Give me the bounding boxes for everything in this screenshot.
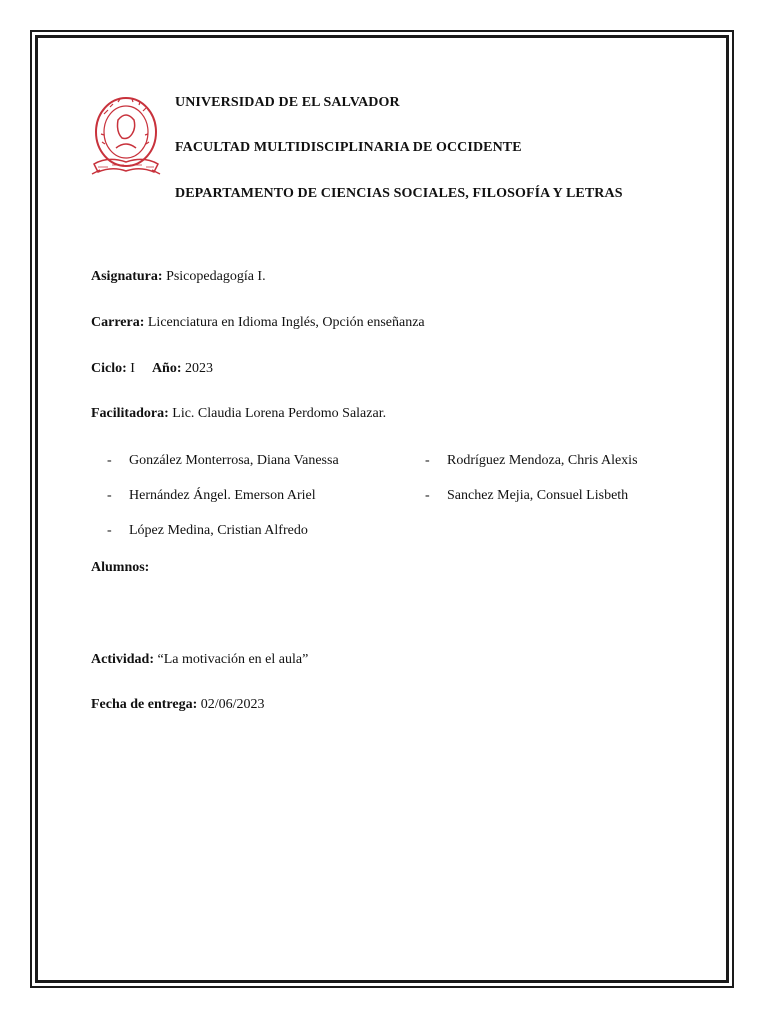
carrera-value: Licenciatura en Idioma Inglés, Opción enseñanza xyxy=(147,315,425,330)
student-list-item: - Rodríguez Mendoza, Chris Alexis xyxy=(425,453,638,468)
university-seal xyxy=(88,92,164,190)
faculty-name: FACULTAD MULTIDISCIPLINARIA DE OCCIDENTE xyxy=(175,140,522,155)
ciclo-value: I xyxy=(130,361,135,376)
student-list-item: - Sanchez Mejia, Consuel Lisbeth xyxy=(425,488,629,503)
student-list-item: - Hernández Ángel. Emerson Ariel xyxy=(107,488,316,503)
student-list-item: - González Monterrosa, Diana Vanessa xyxy=(107,453,339,468)
ciclo-label: Ciclo: xyxy=(91,361,127,376)
facilitadora-label: Facilitadora: xyxy=(91,406,169,421)
field-ciclo-anio xyxy=(91,361,213,377)
student-name: López Medina, Cristian Alfredo xyxy=(129,523,308,538)
actividad-value: “La motivación en el aula” xyxy=(157,652,309,667)
anio-label: Año: xyxy=(151,361,182,376)
field-alumnos xyxy=(91,560,149,576)
field-facilitadora xyxy=(91,406,386,422)
department-name: DEPARTAMENTO DE CIENCIAS SOCIALES, FILOSOFÍA Y LETRAS xyxy=(175,186,623,201)
student-name: Hernández Ángel. Emerson Ariel xyxy=(129,488,316,503)
anio-value: 2023 xyxy=(185,361,213,376)
student-name: Sanchez Mejia, Consuel Lisbeth xyxy=(447,488,629,503)
student-list-item: - López Medina, Cristian Alfredo xyxy=(107,523,308,538)
university-name: UNIVERSIDAD DE EL SALVADOR xyxy=(175,95,400,110)
fecha-label: Fecha de entrega: xyxy=(91,697,198,712)
field-fecha xyxy=(91,697,265,713)
student-name: González Monterrosa, Diana Vanessa xyxy=(129,453,339,468)
actividad-label: Actividad: xyxy=(91,652,154,667)
alumnos-label: Alumnos: xyxy=(91,560,150,575)
carrera-label: Carrera: xyxy=(91,315,145,330)
field-carrera xyxy=(91,315,425,331)
field-actividad xyxy=(91,652,308,668)
asignatura-value: Psicopedagogía I. xyxy=(166,269,266,284)
asignatura-label: Asignatura: xyxy=(91,269,163,284)
facilitadora-value: Lic. Claudia Lorena Perdomo Salazar. xyxy=(172,406,387,421)
student-name: Rodríguez Mendoza, Chris Alexis xyxy=(447,453,638,468)
fecha-value: 02/06/2023 xyxy=(200,697,265,712)
field-asignatura xyxy=(91,269,266,285)
